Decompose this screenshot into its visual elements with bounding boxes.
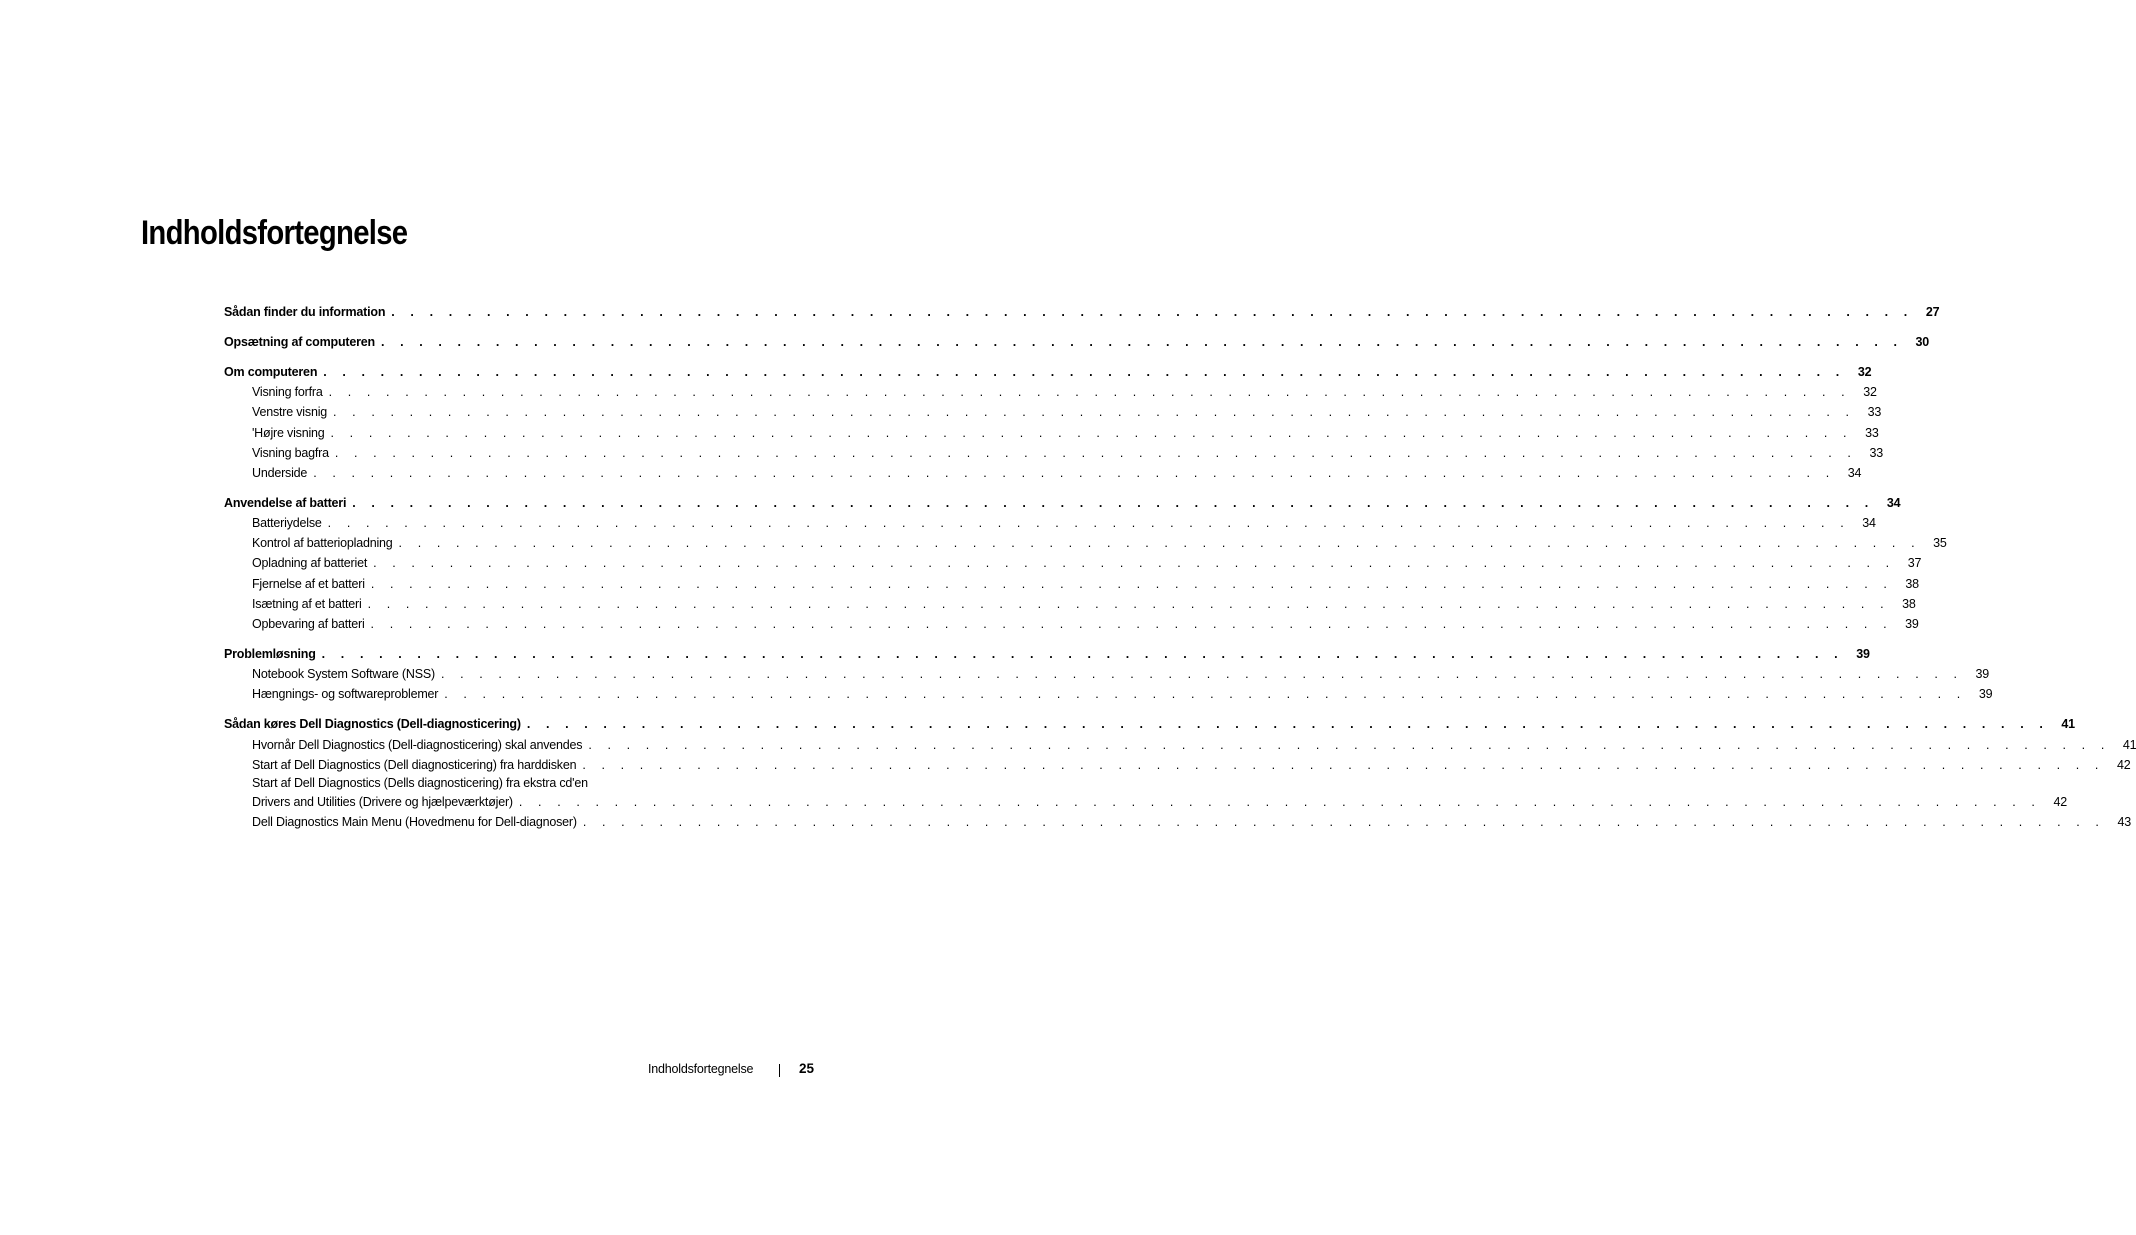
toc-dot-leader: . . . . . . . . . . . . . . . . . . . . . . . . . . . . . . . . . . . . . . . . . . . . . . . . . . . . . . . . . . . . . . . . . . . . . . . . . . . . . . . . (398, 536, 1921, 551)
toc-entry-label: Notebook System Software (NSS) (252, 667, 435, 682)
toc-page-number: 33 (1865, 425, 1879, 440)
toc-page-number: 34 (1886, 495, 1901, 510)
toc-entry[interactable] (224, 684, 1993, 704)
toc-page-number: 38 (1902, 596, 1916, 611)
toc-entry[interactable] (224, 812, 2131, 832)
toc-entry-label: 'Højre visning (252, 425, 325, 440)
toc-section[interactable] (224, 493, 1901, 513)
table-of-contents (224, 302, 2136, 832)
toc-entry[interactable] (224, 755, 2131, 775)
toc-dot-leader: . . . . . . . . . . . . . . . . . . . . . . . . . . . . . . . . . . . . . . . . . . . . . . . . . . . . . . . . . . . . . . . . . . . . . . . . . . . . . . . . (373, 556, 1896, 571)
toc-dot-leader: . . . . . . . . . . . . . . . . . . . . . . . . . . . . . . . . . . . . . . . . . . . . . . . . . . . . . . . . . . . . . . . . . . . . . . . . . . . . . . . . (526, 717, 2049, 732)
toc-entry[interactable] (224, 553, 1922, 573)
toc-entry[interactable] (224, 664, 1990, 684)
toc-page-number: 33 (1869, 445, 1883, 460)
toc-entry-label: Sådan køres Dell Diagnostics (Dell-diagnosticering) (224, 717, 521, 732)
footer-label: Indholdsfortegnelse (648, 1062, 754, 1076)
toc-dot-leader: . . . . . . . . . . . . . . . . . . . . . . . . . . . . . . . . . . . . . . . . . . . . . . . . . . . . . . . . . . . . . . . . . . . . . . . . . . . . . . . . (588, 737, 2111, 752)
toc-dot-leader: . . . . . . . . . . . . . . . . . . . . . . . . . . . . . . . . . . . . . . . . . . . . . . . . . . . . . . . . . . . . . . . . . . . . . . . . . . . . . . . . (333, 405, 1856, 420)
toc-dot-leader: . . . . . . . . . . . . . . . . . . . . . . . . . . . . . . . . . . . . . . . . . . . . . . . . . . . . . . . . . . . . . . . . . . . . . . . . . . . . . . . . (518, 794, 2041, 809)
toc-entry-label: Sådan finder du information (224, 305, 386, 319)
toc-page-number: 32 (1863, 385, 1877, 400)
toc-dot-leader: . . . . . . . . . . . . . . . . . . . . . . . . . . . . . . . . . . . . . . . . . . . . . . . . . . . . . . . . . . . . . . . . . . . . . . . . . . . . . . . . (391, 305, 1914, 319)
toc-page-number: 32 (1857, 364, 1872, 379)
toc-entry[interactable] (224, 513, 1876, 533)
toc-dot-leader: . . . . . . . . . . . . . . . . . . . . . . . . . . . . . . . . . . . . . . . . . . . . . . . . . . . . . . . . . . . . . . . . . . . . . . . . . . . . . . . . (440, 667, 1964, 682)
toc-entry-label: Drivers and Utilities (Drivere og hjælpeværktøjer) (252, 794, 513, 809)
toc-dot-leader: . . . . . . . . . . . . . . . . . . . . . . . . . . . . . . . . . . . . . . . . . . . . . . . . . . . . . . . . . . . . . . . . . . . . . . . . . . . . . . . . (334, 445, 1857, 460)
footer-page-number: 25 (799, 1061, 815, 1076)
toc-entry[interactable] (224, 735, 2136, 755)
toc-page-number: 34 (1862, 516, 1876, 531)
toc-dot-leader: . . . . . . . . . . . . . . . . . . . . . . . . . . . . . . . . . . . . . . . . . . . . . . . . . . . . . . . . . . . . . . . . . . . . . . . . . . . . . . . . (321, 647, 1844, 661)
toc-entry[interactable] (224, 533, 1947, 553)
toc-dot-leader: . . . . . . . . . . . . . . . . . . . . . . . . . . . . . . . . . . . . . . . . . . . . . . . . . . . . . . . . . . . . . . . . . . . . . . . . . . . . . . . . (370, 576, 1893, 591)
toc-page-number: 42 (2116, 757, 2131, 772)
toc-entry-label: Problemløsning (224, 647, 316, 661)
toc-dot-leader: . . . . . . . . . . . . . . . . . . . . . . . . . . . . . . . . . . . . . . . . . . . . . . . . . . . . . . . . . . . . . . . . . . . . . . . . . . . . . . . . (367, 596, 1890, 611)
toc-entry-label: Underside (252, 465, 308, 480)
toc-entry[interactable] (224, 443, 1883, 463)
toc-entry-label: Anvendelse af batteri (224, 495, 347, 510)
toc-entry[interactable] (224, 423, 1879, 443)
toc-entry[interactable] (224, 594, 1916, 614)
toc-entry-label: Fjernelse af et batteri (252, 576, 365, 591)
toc-page-number: 39 (1978, 687, 1993, 702)
toc-page-number: 30 (1915, 334, 1930, 349)
toc-dot-leader: . . . . . . . . . . . . . . . . . . . . . . . . . . . . . . . . . . . . . . . . . . . . . . . . . . . . . . . . . . . . . . . . . . . . . . . . . . . . . . . . (327, 516, 1850, 531)
toc-page-number: 42 (2053, 794, 2067, 809)
toc-page-number: 34 (1847, 465, 1862, 480)
toc-page-number: 39 (1856, 647, 1870, 661)
toc-entry[interactable] (224, 402, 1882, 422)
toc-dot-leader: . . . . . . . . . . . . . . . . . . . . . . . . . . . . . . . . . . . . . . . . . . . . . . . . . . . . . . . . . . . . . . . . . . . . . . . . . . . . . . . . (330, 425, 1853, 440)
toc-page-number: 37 (1907, 556, 1922, 571)
toc-entry-label: Start af Dell Diagnostics (Dell diagnosticering) fra harddisken (252, 757, 577, 772)
toc-dot-leader: . . . . . . . . . . . . . . . . . . . . . . . . . . . . . . . . . . . . . . . . . . . . . . . . . . . . . . . . . . . . . . . . . . . . . . . . . . . . . . . . (380, 334, 1904, 349)
toc-entry-label: Dell Diagnostics Main Menu (Hovedmenu for Dell-diagnoser) (252, 815, 577, 830)
toc-entry[interactable] (224, 382, 1877, 402)
toc-dot-leader: . . . . . . . . . . . . . . . . . . . . . . . . . . . . . . . . . . . . . . . . . . . . . . . . . . . . . . . . . . . . . . . . . . . . . . . . . . . . . . . . (313, 465, 1836, 480)
toc-entry-label: Kontrol af batteriopladning (252, 536, 393, 551)
toc-entry-label: Visning bagfra (252, 445, 329, 460)
toc-entry[interactable] (224, 574, 1919, 594)
toc-entry-label: Visning forfra (252, 385, 323, 400)
toc-entry-label: Opsætning af computeren (224, 334, 375, 349)
toc-entry-label: Batteriydelse (252, 516, 322, 531)
toc-dot-leader: . . . . . . . . . . . . . . . . . . . . . . . . . . . . . . . . . . . . . . . . . . . . . . . . . . . . . . . . . . . . . . . . . . . . . . . . . . . . . . . . (582, 757, 2105, 772)
toc-dot-leader: . . . . . . . . . . . . . . . . . . . . . . . . . . . . . . . . . . . . . . . . . . . . . . . . . . . . . . . . . . . . . . . . . . . . . . . . . . . . . . . . (582, 815, 2105, 830)
toc-page-number: 43 (2117, 815, 2131, 830)
toc-section[interactable] (224, 644, 1870, 664)
toc-page-number: 27 (1925, 305, 1940, 319)
toc-dot-leader: . . . . . . . . . . . . . . . . . . . . . . . . . . . . . . . . . . . . . . . . . . . . . . . . . . . . . . . . . . . . . . . . . . . . . . . . . . . . . . . . (444, 687, 1967, 702)
toc-entry-label: Hvornår Dell Diagnostics (Dell-diagnosticering) skal anvendes (252, 737, 583, 752)
footer-separator (779, 1064, 780, 1077)
page-title: Indholdsfortegnelse (141, 214, 408, 252)
toc-entry-label: Isætning af et batteri (252, 596, 362, 611)
toc-page-number: 33 (1867, 405, 1882, 420)
toc-page-number: 38 (1905, 576, 1919, 591)
toc-entry-label: Opbevaring af batteri (252, 617, 365, 632)
toc-section[interactable] (224, 714, 2075, 734)
toc-section[interactable] (224, 362, 1872, 382)
toc-page-number: 39 (1905, 617, 1919, 632)
toc-dot-leader: . . . . . . . . . . . . . . . . . . . . . . . . . . . . . . . . . . . . . . . . . . . . . . . . . . . . . . . . . . . . . . . . . . . . . . . . . . . . . . . . (352, 495, 1875, 510)
toc-dot-leader: . . . . . . . . . . . . . . . . . . . . . . . . . . . . . . . . . . . . . . . . . . . . . . . . . . . . . . . . . . . . . . . . . . . . . . . . . . . . . . . . (323, 364, 1846, 379)
toc-entry[interactable] (224, 614, 1919, 634)
toc-page-number: 39 (1975, 667, 1990, 682)
toc-entry-label: Venstre visnig (252, 405, 328, 420)
toc-entry-label: Hængnings- og softwareproblemer (252, 687, 439, 702)
toc-dot-leader: . . . . . . . . . . . . . . . . . . . . . . . . . . . . . . . . . . . . . . . . . . . . . . . . . . . . . . . . . . . . . . . . . . . . . . . . . . . . . . . . (328, 385, 1851, 400)
toc-entry-label: Om computeren (224, 364, 318, 379)
toc-page-number: 41 (2061, 717, 2075, 732)
toc-dot-leader: . . . . . . . . . . . . . . . . . . . . . . . . . . . . . . . . . . . . . . . . . . . . . . . . . . . . . . . . . . . . . . . . . . . . . . . . . . . . . . . . (370, 617, 1893, 632)
toc-entry-label: Opladning af batteriet (252, 556, 368, 571)
toc-section[interactable] (224, 332, 1930, 352)
toc-entry-label-line1: Start af Dell Diagnostics (Dells diagnosticering) fra ekstra cd'en (252, 775, 588, 790)
toc-entry[interactable] (224, 792, 2067, 812)
toc-section[interactable] (224, 302, 1940, 322)
toc-page-number: 41 (2122, 737, 2136, 752)
toc-page-number: 35 (1933, 536, 1947, 551)
toc-entry[interactable] (224, 463, 1862, 483)
